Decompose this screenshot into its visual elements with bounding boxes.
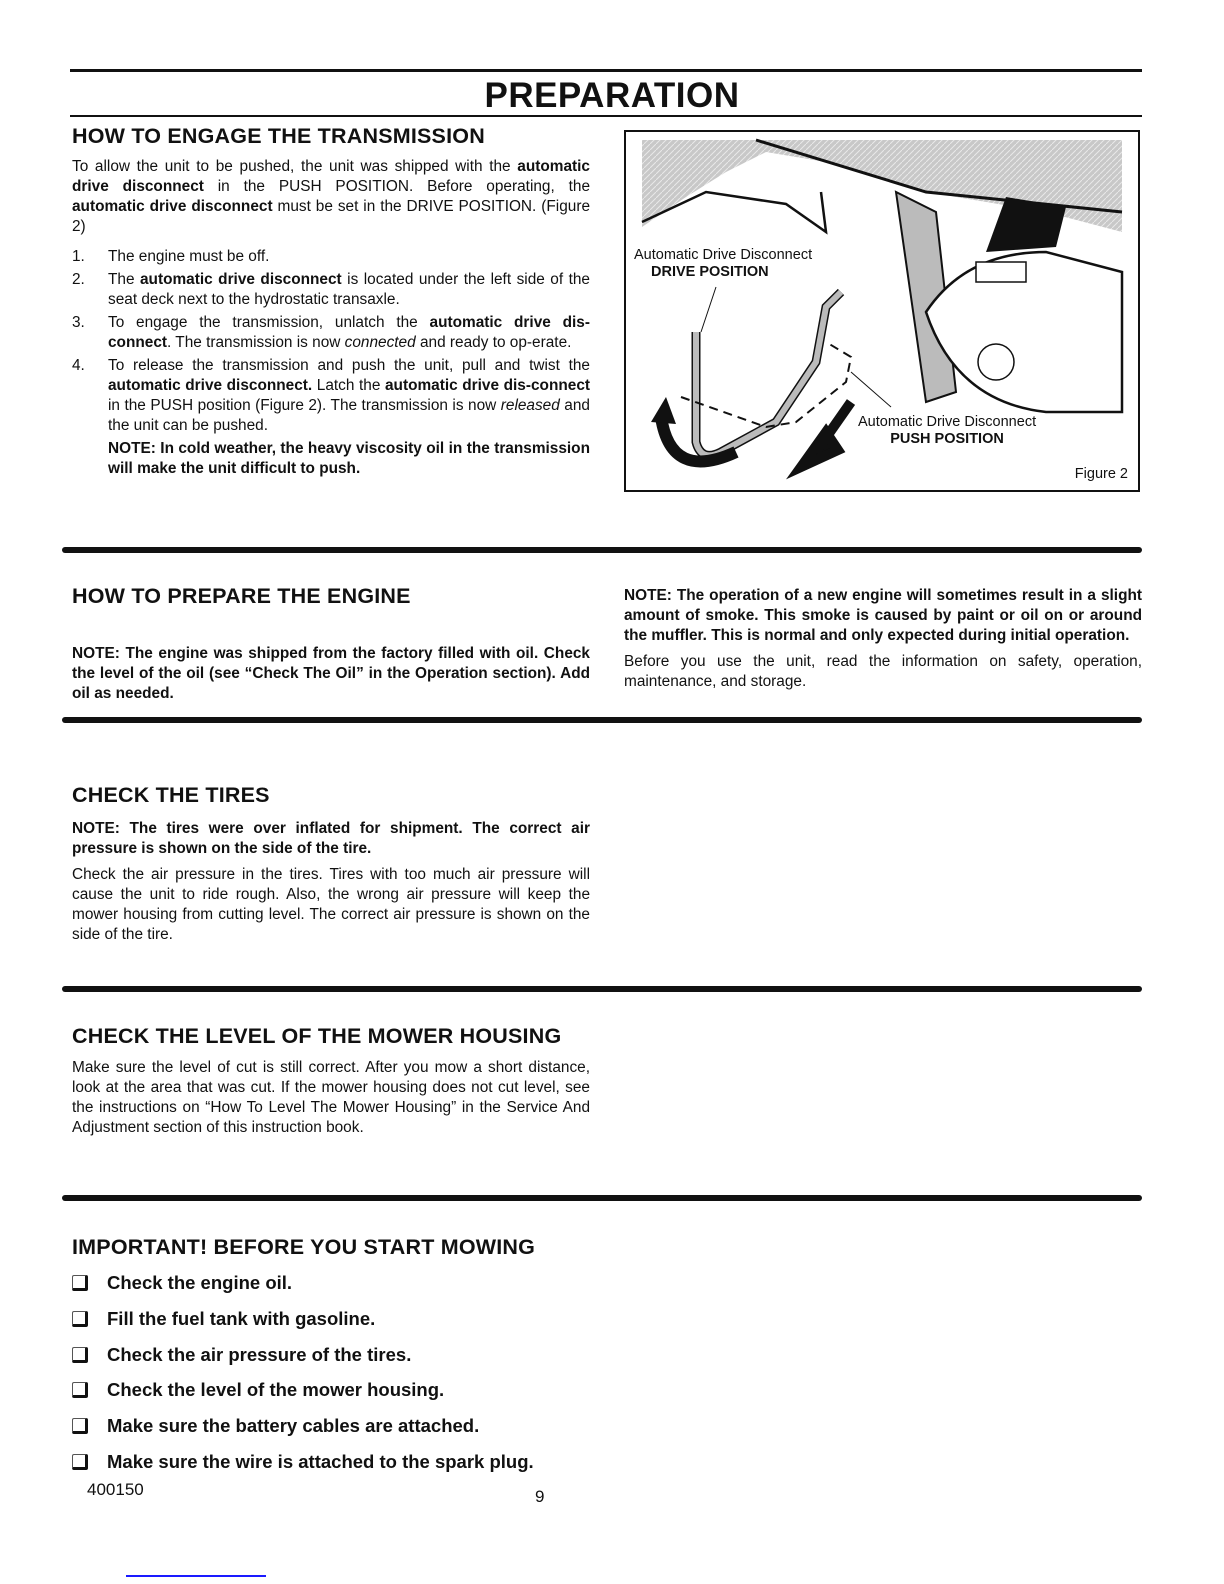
section-heading: IMPORTANT! BEFORE YOU START MOWING bbox=[72, 1235, 536, 1259]
title-rule bbox=[70, 115, 1142, 117]
drive-position-callout bbox=[634, 247, 812, 281]
step-text bbox=[108, 314, 590, 351]
checklist-label: Make sure the battery cables are attached. bbox=[107, 1415, 480, 1436]
section-heading: HOW TO PREPARE THE ENGINE bbox=[72, 584, 411, 608]
callout-label: Automatic Drive Disconnect bbox=[634, 247, 813, 263]
list-item bbox=[72, 313, 590, 353]
tires-section bbox=[72, 785, 590, 951]
body-text: Make sure the level of cut is still correct. After you mow a short distance, look at the area that was cut. If the mower housing does not cut level, see the instructions on “How To Level The Mower Housing” in the Service And Adjustment section of this instruction book. bbox=[72, 1059, 590, 1136]
section-divider bbox=[62, 717, 1142, 723]
section-heading: HOW TO ENGAGE THE TRANSMISSION bbox=[72, 124, 485, 148]
checklist-item bbox=[72, 1379, 444, 1401]
callout-label: Automatic Drive Disconnect bbox=[858, 414, 1037, 430]
step-number: 2. bbox=[72, 271, 85, 288]
intro-paragraph bbox=[72, 157, 590, 237]
text-run: Latch the bbox=[312, 377, 385, 394]
section-divider bbox=[62, 547, 1142, 553]
note-text: NOTE: The engine was shipped from the factory filled with oil. Check the level of the oil (see “Check The Oil” in the Operation section). Add oil as needed. bbox=[72, 645, 590, 702]
checkbox[interactable] bbox=[72, 1418, 88, 1434]
checklist-label: Fill the fuel tank with gasoline. bbox=[107, 1308, 376, 1329]
text-run: To engage the transmission, unlatch the bbox=[108, 314, 430, 331]
note-text: NOTE: The operation of a new engine will sometimes result in a slight amount of smoke. This smoke is caused by paint or oil on or around the muffler. This is normal and only expected during initial operation. bbox=[624, 587, 1142, 644]
text-run: . The transmission is now bbox=[167, 334, 345, 351]
steps-list bbox=[72, 247, 590, 436]
list-item bbox=[72, 247, 590, 267]
bold-text: automatic drive disconnect. bbox=[108, 377, 313, 394]
italic-text: connected bbox=[344, 334, 416, 351]
checkbox[interactable] bbox=[72, 1275, 88, 1291]
callout-position: DRIVE POSITION bbox=[651, 264, 769, 280]
text-run: is located under the left side of the seat deck next to the hydrostatic transaxle. bbox=[108, 271, 590, 308]
italic-text: released bbox=[500, 397, 560, 414]
engine-section bbox=[72, 586, 590, 710]
bold-text: automatic drive disconnect bbox=[72, 198, 273, 215]
text-run: must be set in the DRIVE POSITION. (Figure 2) bbox=[72, 198, 591, 235]
text-run: in the PUSH position (Figure 2). The transmission is now bbox=[108, 397, 501, 414]
transmission-section bbox=[72, 126, 590, 485]
list-item bbox=[72, 270, 590, 310]
text-run: and ready to op-erate. bbox=[415, 334, 572, 351]
checklist-item bbox=[72, 1272, 292, 1294]
checklist-label: Check the engine oil. bbox=[107, 1272, 293, 1293]
checkbox[interactable] bbox=[72, 1454, 88, 1470]
text-run: The engine must be off. bbox=[108, 248, 270, 265]
engine-note-column bbox=[624, 586, 1142, 698]
checkbox[interactable] bbox=[72, 1311, 88, 1327]
list-item bbox=[72, 356, 590, 436]
text-run: and the unit can be pushed. bbox=[108, 397, 590, 434]
section-divider bbox=[62, 986, 1142, 992]
text-run: in the PUSH POSITION. Before operating, the bbox=[203, 178, 591, 195]
checklist-label: Check the level of the mower housing. bbox=[107, 1379, 445, 1400]
text-run: To release the transmission and push the unit, pull and twist the bbox=[108, 357, 590, 374]
bold-text: automatic drive dis-connect bbox=[108, 314, 590, 351]
step-text bbox=[108, 271, 590, 308]
checkbox[interactable] bbox=[72, 1382, 88, 1398]
bold-text: automatic drive disconnect bbox=[140, 271, 342, 288]
link-underline bbox=[126, 1575, 266, 1577]
body-text: Check the air pressure in the tires. Tires with too much air pressure will cause the unit to ride rough. Also, the wrong air pressure will keep the mower housing from cutting level. The correct air pressure is shown on the side of the tire. bbox=[72, 866, 590, 943]
document-number: 400150 bbox=[87, 1480, 144, 1499]
checklist-item bbox=[72, 1308, 375, 1330]
page-number: 9 bbox=[535, 1487, 545, 1506]
figure-2 bbox=[624, 130, 1140, 492]
checklist-item bbox=[72, 1415, 479, 1437]
housing-section bbox=[72, 1026, 590, 1144]
note-text: NOTE: In cold weather, the heavy viscosity oil in the transmission will make the unit difficult to push. bbox=[108, 440, 590, 477]
step-number: 4. bbox=[72, 357, 85, 374]
push-position-callout bbox=[858, 414, 1036, 448]
page-title: PREPARATION bbox=[484, 76, 740, 115]
checkbox[interactable] bbox=[72, 1347, 88, 1363]
checklist-item bbox=[72, 1344, 411, 1366]
section-heading: CHECK THE TIRES bbox=[72, 783, 270, 807]
section-heading: CHECK THE LEVEL OF THE MOWER HOUSING bbox=[72, 1024, 562, 1048]
checklist-item bbox=[72, 1451, 534, 1473]
section-divider bbox=[62, 1195, 1142, 1201]
body-text: Before you use the unit, read the information on safety, operation, maintenance, and storage. bbox=[624, 653, 1142, 690]
bold-text: automatic drive dis-connect bbox=[384, 377, 590, 394]
step-number: 3. bbox=[72, 314, 85, 331]
checklist-label: Make sure the wire is attached to the spark plug. bbox=[107, 1451, 534, 1472]
callout-position: PUSH POSITION bbox=[890, 431, 1004, 447]
text-run: To allow the unit to be pushed, the unit was shipped with the bbox=[72, 158, 518, 175]
step-number: 1. bbox=[72, 248, 85, 265]
text-run: The bbox=[108, 271, 140, 288]
step-text bbox=[108, 357, 590, 434]
bold-text: automatic drive disconnect bbox=[72, 158, 590, 195]
checklist-label: Check the air pressure of the tires. bbox=[107, 1344, 412, 1365]
top-rule bbox=[70, 69, 1142, 72]
figure-caption: Figure 2 bbox=[1074, 466, 1128, 482]
note-text: NOTE: The tires were over inflated for shipment. The correct air pressure is shown on the side of the tire. bbox=[72, 820, 590, 857]
step-text bbox=[108, 248, 269, 265]
